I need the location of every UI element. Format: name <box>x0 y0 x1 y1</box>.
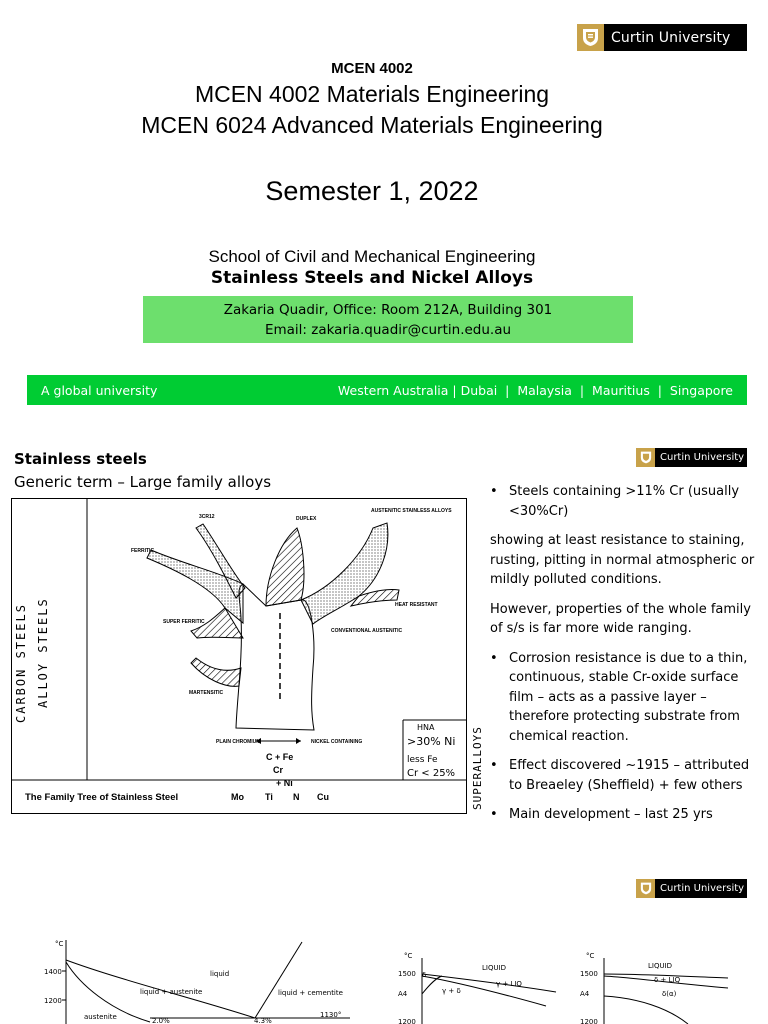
region-liquid: LIQUID <box>648 962 673 970</box>
label-ferritic: FERRITIC <box>131 548 155 554</box>
element-mo: Mo <box>231 792 244 802</box>
locations: Western Australia | Dubai | Malaysia | Mauritius | Singapore <box>337 382 733 398</box>
label-1130: 1130° <box>320 1011 342 1019</box>
tick-1200: 1200 <box>398 1018 416 1024</box>
hw-hna: HNA <box>417 723 435 732</box>
region-delta-alpha: δ(α) <box>662 990 677 998</box>
logo-text: Curtin University <box>611 29 731 46</box>
unit-label: °C <box>55 940 64 948</box>
region-delta: δ <box>422 971 427 979</box>
fe-ni-phase-diagram <box>396 948 566 1024</box>
bullet-3: • Effect discovered ~1915 – attributed to Breaeley (Sheffield) + few others <box>490 756 762 795</box>
contact-email: Email: zakaria.quadir@curtin.edu.au <box>264 322 512 338</box>
tick-1500: 1500 <box>580 970 598 978</box>
curtin-logo <box>577 24 747 51</box>
element-cu: Cu <box>317 792 329 802</box>
label-ni: + Ni <box>276 778 293 788</box>
bullet-1: • Steels containing >11% Cr (usually <30%Cr) <box>490 482 762 521</box>
unit-label: °C <box>586 952 595 960</box>
curtin-logo-small <box>636 448 747 467</box>
label-conventional-austenitic: CONVENTIONAL AUSTENITIC <box>331 628 403 634</box>
crest-icon <box>577 24 604 51</box>
region-liquid-cementite: liquid + cementite <box>278 989 343 997</box>
tick-1200: 1200 <box>44 997 62 1005</box>
region-liquid: LIQUID <box>482 964 507 972</box>
element-ti: Ti <box>265 792 273 802</box>
bullet-2: • Corrosion resistance is due to a thin, continuous, stable Cr-oxide surface film – acts as a passive layer – therefore protecting substrate from chemical reaction. <box>490 649 762 747</box>
bullet-4: • Main development – last 25 yrs <box>490 805 762 825</box>
tick-1500: 1500 <box>398 970 416 978</box>
label-super-ferritic: SUPER FERRITIC <box>163 619 205 625</box>
tick-1400: 1400 <box>44 968 62 976</box>
label-3cr12: 3CR12 <box>199 514 215 520</box>
logo-text: Curtin University <box>660 452 745 463</box>
label-austenitic: AUSTENITIC STAINLESS ALLOYS <box>371 508 452 514</box>
label-superalloys: SUPERALLOYS <box>471 726 484 810</box>
tick-1200: 1200 <box>580 1018 598 1024</box>
hw-ni: >30% Ni <box>407 735 456 748</box>
slide-subtitle: Generic term – Large family alloys <box>14 473 272 491</box>
hw-cr: Cr < 25% <box>407 768 456 779</box>
label-duplex: DUPLEX <box>296 516 317 522</box>
region-liquid-austenite: liquid + austenite <box>140 988 203 996</box>
crest-icon <box>636 879 655 898</box>
iron-carbon-phase-diagram <box>40 930 360 1024</box>
hw-fe: less Fe <box>407 755 438 765</box>
region-gamma-delta: γ + δ <box>442 987 461 995</box>
crest-icon <box>636 448 655 467</box>
tree-caption: The Family Tree of Stainless Steel <box>25 792 179 803</box>
label-c-fe: C + Fe <box>266 752 294 762</box>
contact-box <box>143 296 633 343</box>
course-title-1: MCEN 4002 Materials Engineering <box>194 81 550 107</box>
label-alloy-steels: ALLOY STEELS <box>36 597 50 708</box>
paragraph-1: showing at least resistance to staining, rusting, pitting in normal atmospheric or mildly polluted conditions. <box>490 533 755 587</box>
family-tree-diagram <box>11 498 484 814</box>
label-carbon-steels: CARBON STEELS <box>14 603 28 723</box>
slide-text <box>490 482 762 835</box>
fe-cr-phase-diagram <box>578 948 738 1024</box>
label-plain-chromium: PLAIN CHROMIUM <box>216 739 261 745</box>
tick-a4: A4 <box>398 990 408 998</box>
paragraph-2: However, properties of the whole family of s/s is far more wide ranging. <box>490 601 751 636</box>
label-cr: Cr <box>273 765 284 775</box>
school-name: School of Civil and Mechanical Engineering <box>208 247 536 266</box>
region-liquid: liquid <box>210 970 230 978</box>
footer-bar <box>27 375 747 405</box>
contact-office: Zakaria Quadir, Office: Room 212A, Building 301 <box>223 302 553 318</box>
label-2pct: 2.0% <box>152 1017 170 1024</box>
label-nickel-containing: NICKEL CONTAINING <box>311 739 363 745</box>
region-gamma-liquid: γ + LIQ <box>496 980 522 988</box>
course-code: MCEN 4002 <box>331 60 413 77</box>
label-heat-resistant: HEAT RESISTANT <box>395 602 438 608</box>
tick-a4: A4 <box>580 990 590 998</box>
region-delta-liquid: δ + LIQ <box>654 976 681 984</box>
label-martensitic: MARTENSITIC <box>189 690 224 696</box>
unit-label: °C <box>404 952 413 960</box>
lecture-topic: Stainless Steels and Nickel Alloys <box>210 268 534 288</box>
logo-text: Curtin University <box>660 883 745 894</box>
semester: Semester 1, 2022 <box>265 176 479 206</box>
slide-title: Stainless steels <box>14 450 147 468</box>
tagline: A global university <box>41 382 158 398</box>
element-n: N <box>293 792 300 802</box>
course-title-2: MCEN 6024 Advanced Materials Engineering <box>141 112 603 138</box>
region-austenite: austenite <box>84 1013 117 1021</box>
curtin-logo-small-2 <box>636 879 747 898</box>
label-4-3pct: 4.3% <box>254 1017 272 1024</box>
